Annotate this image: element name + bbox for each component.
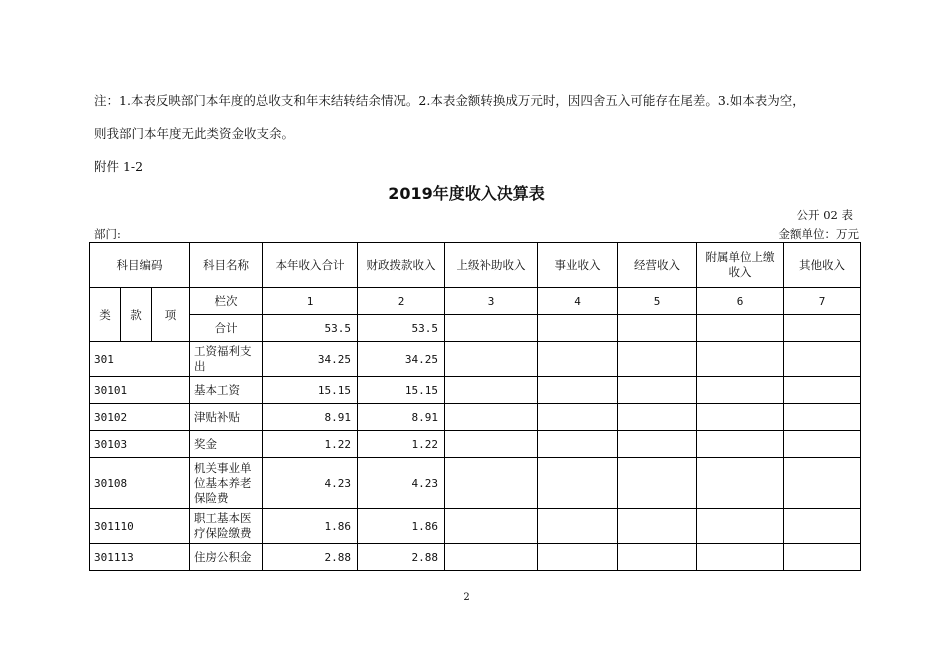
total-fiscal: 53.5	[358, 315, 445, 342]
page-title: 2019年度收入决算表	[388, 184, 545, 203]
column-number: 4	[538, 288, 618, 315]
header-row	[90, 243, 861, 288]
row-name: 工资福利支出	[190, 342, 263, 377]
row-total: 4.23	[263, 458, 358, 509]
row-name: 职工基本医疗保险缴费	[190, 509, 263, 544]
table-row	[90, 377, 861, 404]
header-kuan: 款	[121, 288, 152, 342]
header-subsidy: 上级补助收入	[445, 243, 538, 288]
row-name: 住房公积金	[190, 544, 263, 571]
header-xiang: 项	[152, 288, 190, 342]
note-line-2: 则我部门本年度无此类资金收支余。	[94, 126, 295, 141]
header-name: 科目名称	[190, 243, 263, 288]
row-total: 8.91	[263, 404, 358, 431]
page-number: 2	[463, 592, 470, 603]
column-number: 7	[784, 288, 861, 315]
department-label: 部门:	[94, 227, 121, 241]
total-row	[90, 315, 861, 342]
row-total: 15.15	[263, 377, 358, 404]
row-total: 2.88	[263, 544, 358, 571]
note-line-1: 注：1.本表反映部门本年度的总收支和年末结转结余情况。2.本表金额转换成万元时，因四舍五入可能存在尾差。3.如本表为空，	[94, 93, 805, 108]
header-operating: 经营收入	[618, 243, 697, 288]
column-number-row	[90, 288, 861, 315]
total-label: 合计	[190, 315, 263, 342]
row-name: 奖金	[190, 431, 263, 458]
total-amount: 53.5	[263, 315, 358, 342]
column-number: 6	[697, 288, 784, 315]
table-row	[90, 431, 861, 458]
row-name: 津贴补贴	[190, 404, 263, 431]
table-row	[90, 342, 861, 377]
header-total: 本年收入合计	[263, 243, 358, 288]
column-number: 3	[445, 288, 538, 315]
column-number: 5	[618, 288, 697, 315]
row-code: 30108	[90, 458, 190, 509]
row-name: 基本工资	[190, 377, 263, 404]
form-number: 公开 02 表	[796, 208, 853, 222]
row-fiscal: 1.22	[358, 431, 445, 458]
header-lei: 类	[90, 288, 121, 342]
header-fiscal: 财政拨款收入	[358, 243, 445, 288]
header-code: 科目编码	[90, 243, 190, 288]
column-label: 栏次	[190, 288, 263, 315]
table-row	[90, 509, 861, 544]
header-business: 事业收入	[538, 243, 618, 288]
amount-unit-label: 金额单位：万元	[778, 227, 859, 241]
row-code: 301110	[90, 509, 190, 544]
row-fiscal: 1.86	[358, 509, 445, 544]
table-row	[90, 544, 861, 571]
row-code: 30102	[90, 404, 190, 431]
row-fiscal: 4.23	[358, 458, 445, 509]
table-row	[90, 404, 861, 431]
table-row	[90, 458, 861, 509]
row-fiscal: 34.25	[358, 342, 445, 377]
column-number: 2	[358, 288, 445, 315]
header-affiliated: 附属单位上缴收入	[697, 243, 784, 288]
row-fiscal: 15.15	[358, 377, 445, 404]
row-code: 30101	[90, 377, 190, 404]
header-other: 其他收入	[784, 243, 861, 288]
row-total: 34.25	[263, 342, 358, 377]
row-name: 机关事业单位基本养老保险费	[190, 458, 263, 509]
row-code: 30103	[90, 431, 190, 458]
row-fiscal: 8.91	[358, 404, 445, 431]
row-code: 301	[90, 342, 190, 377]
income-table	[89, 242, 861, 571]
row-fiscal: 2.88	[358, 544, 445, 571]
row-total: 1.22	[263, 431, 358, 458]
column-number: 1	[263, 288, 358, 315]
row-total: 1.86	[263, 509, 358, 544]
row-code: 301113	[90, 544, 190, 571]
attachment-label: 附件 1-2	[94, 159, 144, 174]
